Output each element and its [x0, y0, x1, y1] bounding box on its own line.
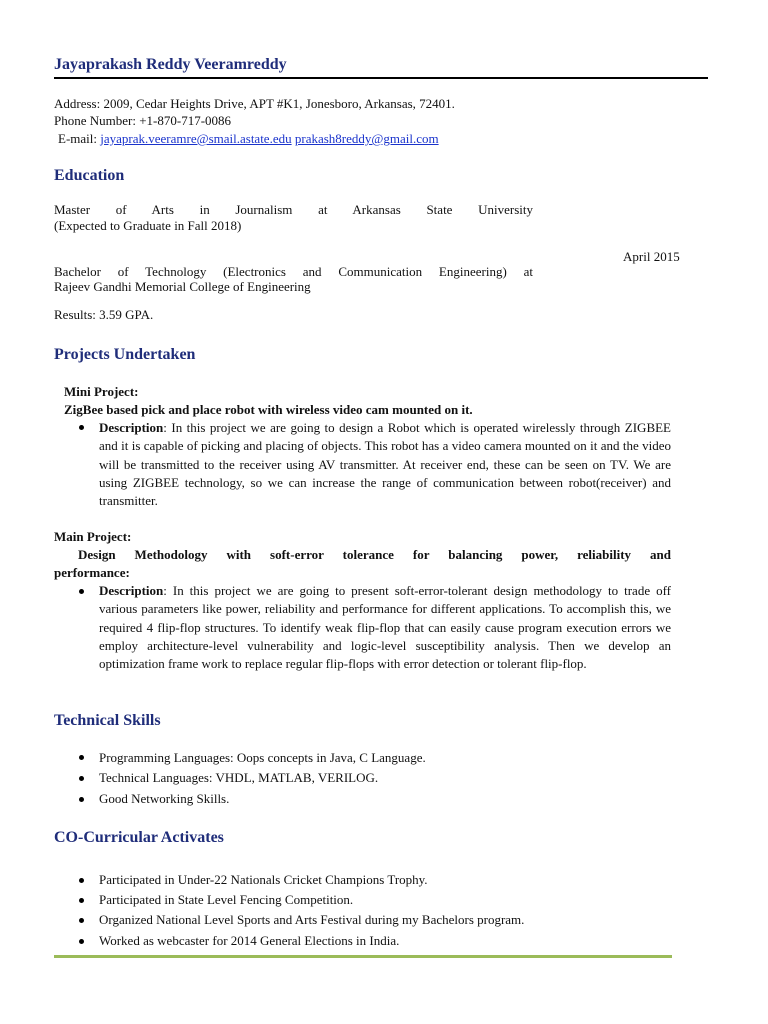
- email-line: [58, 130, 439, 148]
- main-project-title: Design Methodology with soft-error tolerance for balancing power, reliability and: [78, 547, 671, 562]
- projects-heading: Projects Undertaken: [54, 346, 196, 363]
- skill-item: Technical Languages: VHDL, MATLAB, VERILOG.: [99, 770, 379, 785]
- main-desc-label: Description: [99, 583, 164, 598]
- bullet-icon: [79, 797, 84, 802]
- footer-divider: [54, 955, 672, 958]
- main-project-title-cont: performance:: [54, 565, 130, 580]
- mini-desc-text: : In this project we are going to design a Robot which is operated wirelessly through ZIGBEE and it is capable of picking and placing of objects. This robot has a video camera mounted on it and the video will be transmitted to the receiver using AV transmitter. At receiver end, these can be seen on TV. We are using ZIGBEE technology, so we can increase the range of communication between robot(receiver) and transmitter.: [99, 420, 671, 509]
- email-link-school[interactable]: jayaprak.veeramre@smail.astate.edu: [100, 131, 292, 146]
- mini-desc-label: Description: [99, 420, 164, 435]
- skill-item: Good Networking Skills.: [99, 791, 230, 806]
- bullet-icon: [79, 589, 84, 594]
- education-heading: Education: [54, 167, 125, 184]
- gpa-result: Results: 3.59 GPA.: [54, 307, 154, 322]
- header-divider: [54, 77, 708, 79]
- activity-item: Organized National Level Sports and Arts Festival during my Bachelors program.: [99, 912, 525, 927]
- bullet-icon: [79, 939, 84, 944]
- bachelors-degree: Bachelor of Technology (Electronics and Communication Engineering) at: [54, 264, 533, 279]
- address-line: Address: 2009, Cedar Heights Drive, APT #K1, Jonesboro, Arkansas, 72401.: [54, 96, 455, 111]
- email-label: E-mail:: [58, 131, 97, 146]
- main-project-description: [99, 582, 671, 673]
- activity-item: Worked as webcaster for 2014 General Elections in India.: [99, 933, 400, 948]
- bullet-icon: [79, 776, 84, 781]
- bullet-icon: [79, 425, 84, 430]
- main-desc-text: : In this project we are going to present soft-error-tolerant design methodology to trade off various parameters like power, reliability and performance for different applications. To accomplish this, we required 4 flip-flop structures. To identify weak flip-flop that can easily cause program execution errors we employ architecture-level vulnerability and logic-level susceptibility analysis. Then we develop an optimization frame work to replace regular flip-flops with error detection or tolerant flip-flop.: [99, 583, 671, 672]
- phone-line: Phone Number: +1-870-717-0086: [54, 113, 232, 128]
- mini-project-description: [99, 419, 671, 510]
- bachelors-college: Rajeev Gandhi Memorial College of Engineering: [54, 279, 311, 294]
- cocurricular-heading: CO-Curricular Activates: [54, 829, 224, 846]
- activity-item: Participated in Under-22 Nationals Cricket Champions Trophy.: [99, 872, 428, 887]
- bachelors-date: April 2015: [623, 249, 680, 264]
- main-project-label: Main Project:: [54, 529, 132, 544]
- activity-item: Participated in State Level Fencing Competition.: [99, 892, 354, 907]
- mini-project-label: Mini Project:: [64, 384, 139, 399]
- email-link-personal[interactable]: prakash8reddy@gmail.com: [294, 131, 439, 146]
- bullet-icon: [79, 755, 84, 760]
- candidate-name: Jayaprakash Reddy Veeramreddy: [54, 56, 287, 73]
- masters-degree: Master of Arts in Journalism at Arkansas State University: [54, 202, 533, 217]
- bullet-icon: [79, 918, 84, 923]
- mini-project-title: ZigBee based pick and place robot with wireless video cam mounted on it.: [64, 402, 473, 417]
- bullet-icon: [79, 898, 84, 903]
- skills-heading: Technical Skills: [54, 712, 161, 729]
- skill-item: Programming Languages: Oops concepts in Java, C Language.: [99, 750, 426, 765]
- bullet-icon: [79, 878, 84, 883]
- masters-expected: (Expected to Graduate in Fall 2018): [54, 218, 242, 233]
